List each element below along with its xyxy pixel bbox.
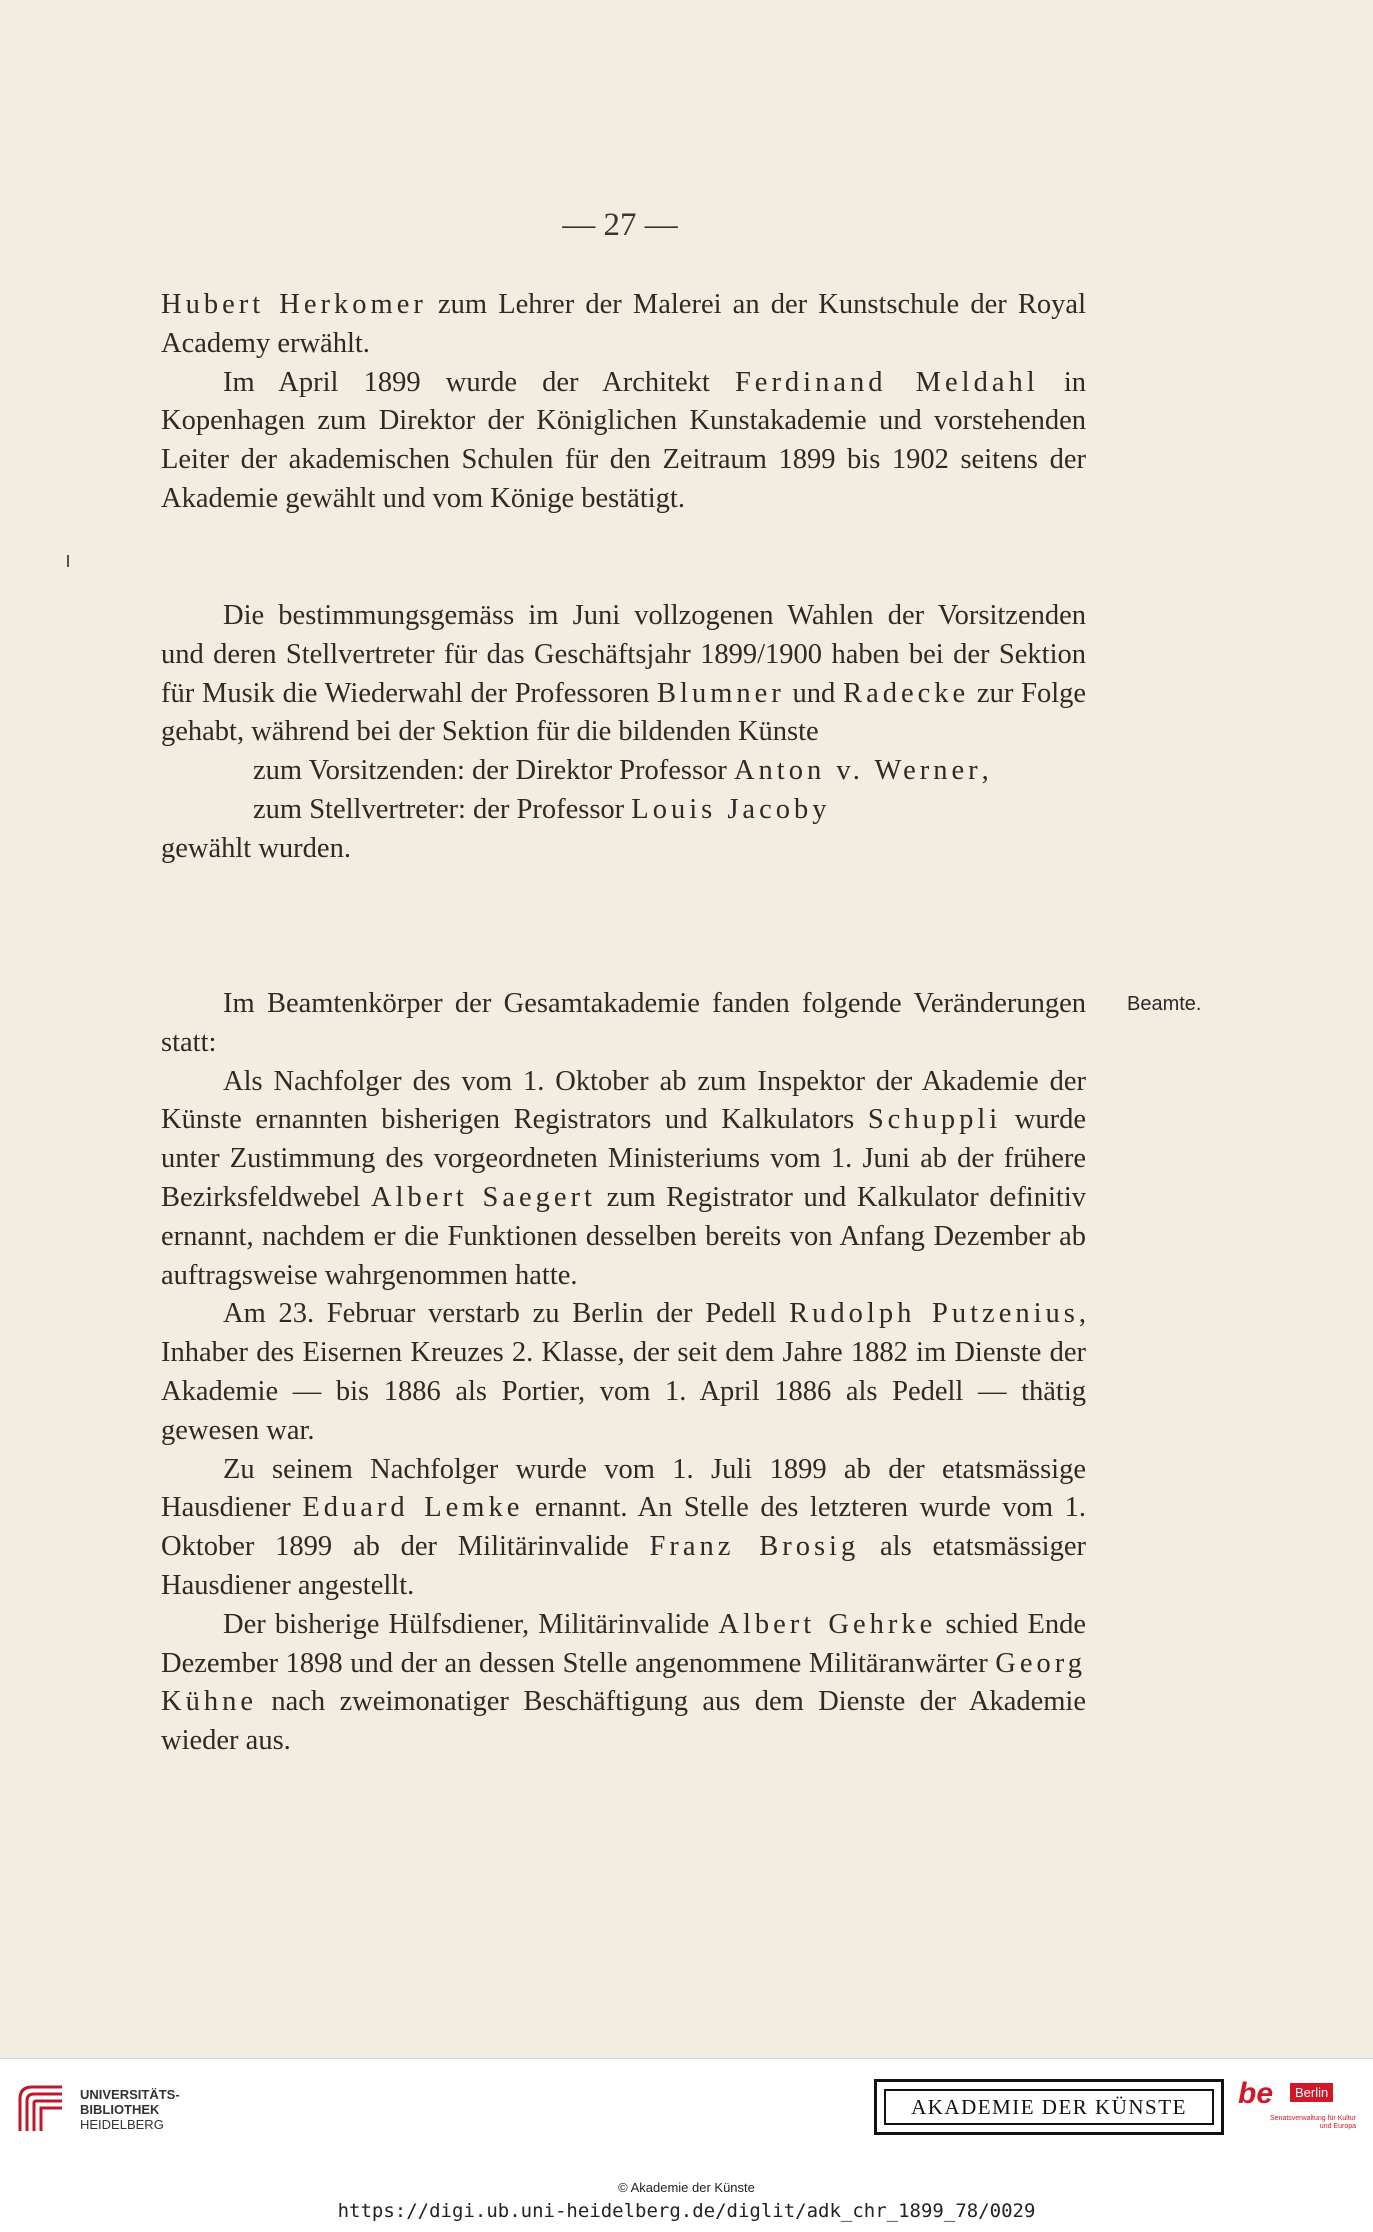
paragraph-lemke [161, 1451, 1086, 1606]
paragraph-putzenius [161, 1295, 1086, 1450]
person-name: Blumner [657, 677, 785, 709]
ub-line: UNIVERSITÄTS- [80, 2087, 180, 2102]
paragraph-text: ernannt. An Stelle des letzteren wurde vom 1. Oktober 1899 ab der Militärinvalide [161, 1492, 1086, 1563]
paragraph-text: zum Lehrer der Malerei an der Kunstschule der Royal Academy erwählt. [161, 289, 1086, 359]
ub-line: BIBLIOTHEK [80, 2102, 160, 2117]
paragraph-text: in Kopenhagen zum Direktor der Königlichen Kunstakademie und vorstehenden Leiter der akademischen Schulen für den Zeitraum 1899 bis 1902 seitens der Akademie gewählt und vom Könige bestätigt. [161, 366, 1086, 514]
paragraph-text: Die bestimmungsgemäss im Juni vollzogenen Wahlen der Vorsitzenden und deren Stellvertreter für das Geschäftsjahr 1899/1900 haben bei der Sektion für Musik die Wiederwahl der Professoren [161, 600, 1086, 709]
paragraph-text: zur Folge gehabt, während bei der Sektion für die bildenden Künste [161, 677, 1087, 748]
paragraph-text: Im April 1899 wurde der Architekt [223, 366, 735, 398]
paragraph-text: zum Registrator und Kalkulator definitiv ernannt, nachdem er die Funktionen desselben bereits von Anfang Dezember ab auftragsweise wahrgenommen hatte. [161, 1181, 1086, 1291]
akademie-label: AKADEMIE DER KÜNSTE [884, 2089, 1214, 2125]
paragraph-text: Am 23. Februar verstarb zu Berlin der Pedell [223, 1298, 790, 1330]
person-name: Albert Saegert [371, 1181, 596, 1213]
ub-heidelberg-logo-icon[interactable] [14, 2081, 68, 2137]
berlin-senat-logo[interactable] [1238, 2077, 1356, 2139]
paragraph-text: zum Stellvertreter: der Professor [253, 793, 632, 825]
permalink-url[interactable]: https://digi.ub.uni-heidelberg.de/diglit/adk_chr_1899_78/0029 [337, 2200, 1036, 2222]
person-name: Hubert Herkomer [161, 289, 427, 320]
person-name: Georg Kühne [161, 1647, 1086, 1718]
person-name: Eduard Lemke [302, 1492, 524, 1524]
paragraph-text: , [981, 755, 989, 787]
paragraph-end: gewählt wurden. [161, 832, 351, 864]
paragraph-herkomer [161, 286, 1086, 364]
person-name: Schuppli [867, 1104, 1002, 1136]
paragraph-wahlen [161, 597, 1086, 752]
paragraph-text: Als Nachfolger des vom 1. Oktober ab zum Inspektor der Akademie der Künste ernannten bisherigen Registrators und Kalkulators [161, 1065, 1086, 1136]
paragraph-beamte: Im Beamtenkörper der Gesamtakademie fanden folgende Veränderungen statt: [161, 988, 1086, 1058]
paragraph-text: und [784, 677, 844, 709]
berlin-label: Berlin [1290, 2083, 1333, 2102]
page-number: — 27 — [562, 207, 678, 243]
list-line-vorsitzender [161, 752, 1086, 791]
person-name: Rudolph Putzenius [789, 1298, 1079, 1330]
margin-mark [67, 555, 69, 567]
paragraph-meldahl [161, 364, 1086, 519]
person-name: Radecke [843, 677, 970, 709]
paragraph-text: schied Ende Dezember 1898 und der an dessen Stelle angenommene Militäranwärter [161, 1608, 1087, 1679]
paragraph-text: , Inhaber des Eisernen Kreuzes 2. Klasse, der seit dem Jahre 1882 im Dienste der Akademie — bis 1886 als Portier, vom 1. April 1886 als Pedell — thätig gewesen war. [161, 1298, 1086, 1446]
paragraph-schuppli [161, 1063, 1086, 1296]
paragraph-text: wurde unter Zustimmung des vorgeordneten Ministeriums vom 1. Juni ab der frühere Bezirksfeldwebel [161, 1104, 1086, 1213]
paragraph-text: als etatsmässiger Hausdiener angestellt. [161, 1531, 1086, 1601]
paragraph-text: zum Vorsitzenden: der Direktor Professor [253, 755, 734, 787]
text-block-2 [161, 597, 1086, 869]
viewer-footer [0, 2058, 1373, 2232]
text-block-3 [161, 985, 1086, 1761]
akademie-logo[interactable] [874, 2079, 1224, 2135]
paragraph-text: nach zweimonatiger Beschäftigung aus dem Dienste der Akademie wieder aus. [161, 1686, 1086, 1757]
person-name: Ferdinand Meldahl [734, 366, 1039, 398]
paragraph-gehrke [161, 1606, 1086, 1761]
ub-line: HEIDELBERG [80, 2117, 164, 2132]
be-logo-text: be [1238, 2077, 1274, 2110]
person-name: Albert Gehrke [718, 1608, 937, 1640]
person-name: Franz Brosig [649, 1531, 860, 1563]
paragraph-text: Zu seinem Nachfolger wurde vom 1. Juli 1899 ab der etatsmässige Hausdiener [161, 1453, 1086, 1524]
margin-note: Beamte. [1127, 993, 1202, 1015]
text-block-1 [161, 286, 1086, 519]
paragraph-text: Der bisherige Hülfsdiener, Militärinvalide [223, 1608, 719, 1640]
person-name: Anton v. Werner [733, 755, 982, 787]
senat-label: Senatsverwaltung für Kultur und Europa [1270, 2115, 1356, 2130]
list-line-stellvertreter [161, 791, 1086, 830]
ub-heidelberg-label[interactable] [80, 2087, 180, 2132]
person-name: Louis Jacoby [631, 793, 831, 825]
copyright-notice: © Akademie der Künste [618, 2180, 755, 2195]
